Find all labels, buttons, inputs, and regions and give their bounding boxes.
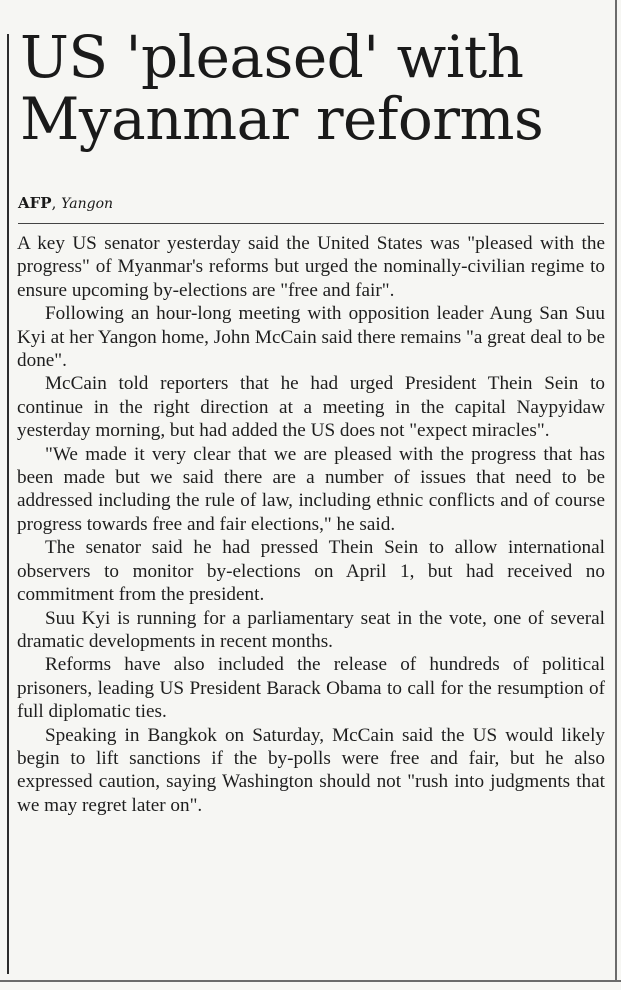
byline-separator: , <box>51 194 62 212</box>
article-paragraph: "We made it very clear that we are pleased with the progress that has been made but we said there are a number of issues that need to be addressed including the rule of law, including ethnic conflicts and of course progress towards free and fair elections," he said. <box>17 443 605 535</box>
bottom-edge-rule <box>0 980 621 982</box>
article-paragraph: Suu Kyi is running for a parliamentary seat in the vote, one of several dramatic developments in recent months. <box>17 607 605 652</box>
headline: US 'pleased' with Myanmar reforms <box>20 23 544 153</box>
article-body <box>17 232 605 817</box>
article-paragraph: Reforms have also included the release of hundreds of political prisoners, leading US President Barack Obama to call for the resumption of full diplomatic ties. <box>17 654 605 723</box>
byline-location: Yangon <box>61 196 114 212</box>
left-column-rule <box>7 34 9 974</box>
article-paragraph: Speaking in Bangkok on Saturday, McCain said the US would likely begin to lift sanctions if the by-polls were free and fair, but he also expressed caution, saying Washington should not "rush into judgments that we may regret later on". <box>17 724 605 816</box>
article-paragraph: The senator said he had pressed Thein Sein to allow international observers to monitor by-elections on April 1, but had received no commitment from the president. <box>17 537 605 606</box>
byline-agency: AFP <box>18 194 52 212</box>
article-paragraph: Following an hour-long meeting with opposition leader Aung San Suu Kyi at her Yangon home, John McCain said there remains "a great deal to be done". <box>17 303 605 372</box>
article-paragraph: McCain told reporters that he had urged President Thein Sein to continue in the right direction at a meeting in the capital Naypyidaw yesterday morning, but had added the US does not "expect miracles". <box>17 373 605 442</box>
byline-divider <box>18 223 604 224</box>
right-edge-rule <box>615 0 617 980</box>
byline <box>18 194 113 212</box>
article-paragraph: A key US senator yesterday said the United States was "pleased with the progress" of Myanmar's reforms but urged the nominally-civilian regime to ensure upcoming by-elections are "free and fair". <box>17 233 605 301</box>
